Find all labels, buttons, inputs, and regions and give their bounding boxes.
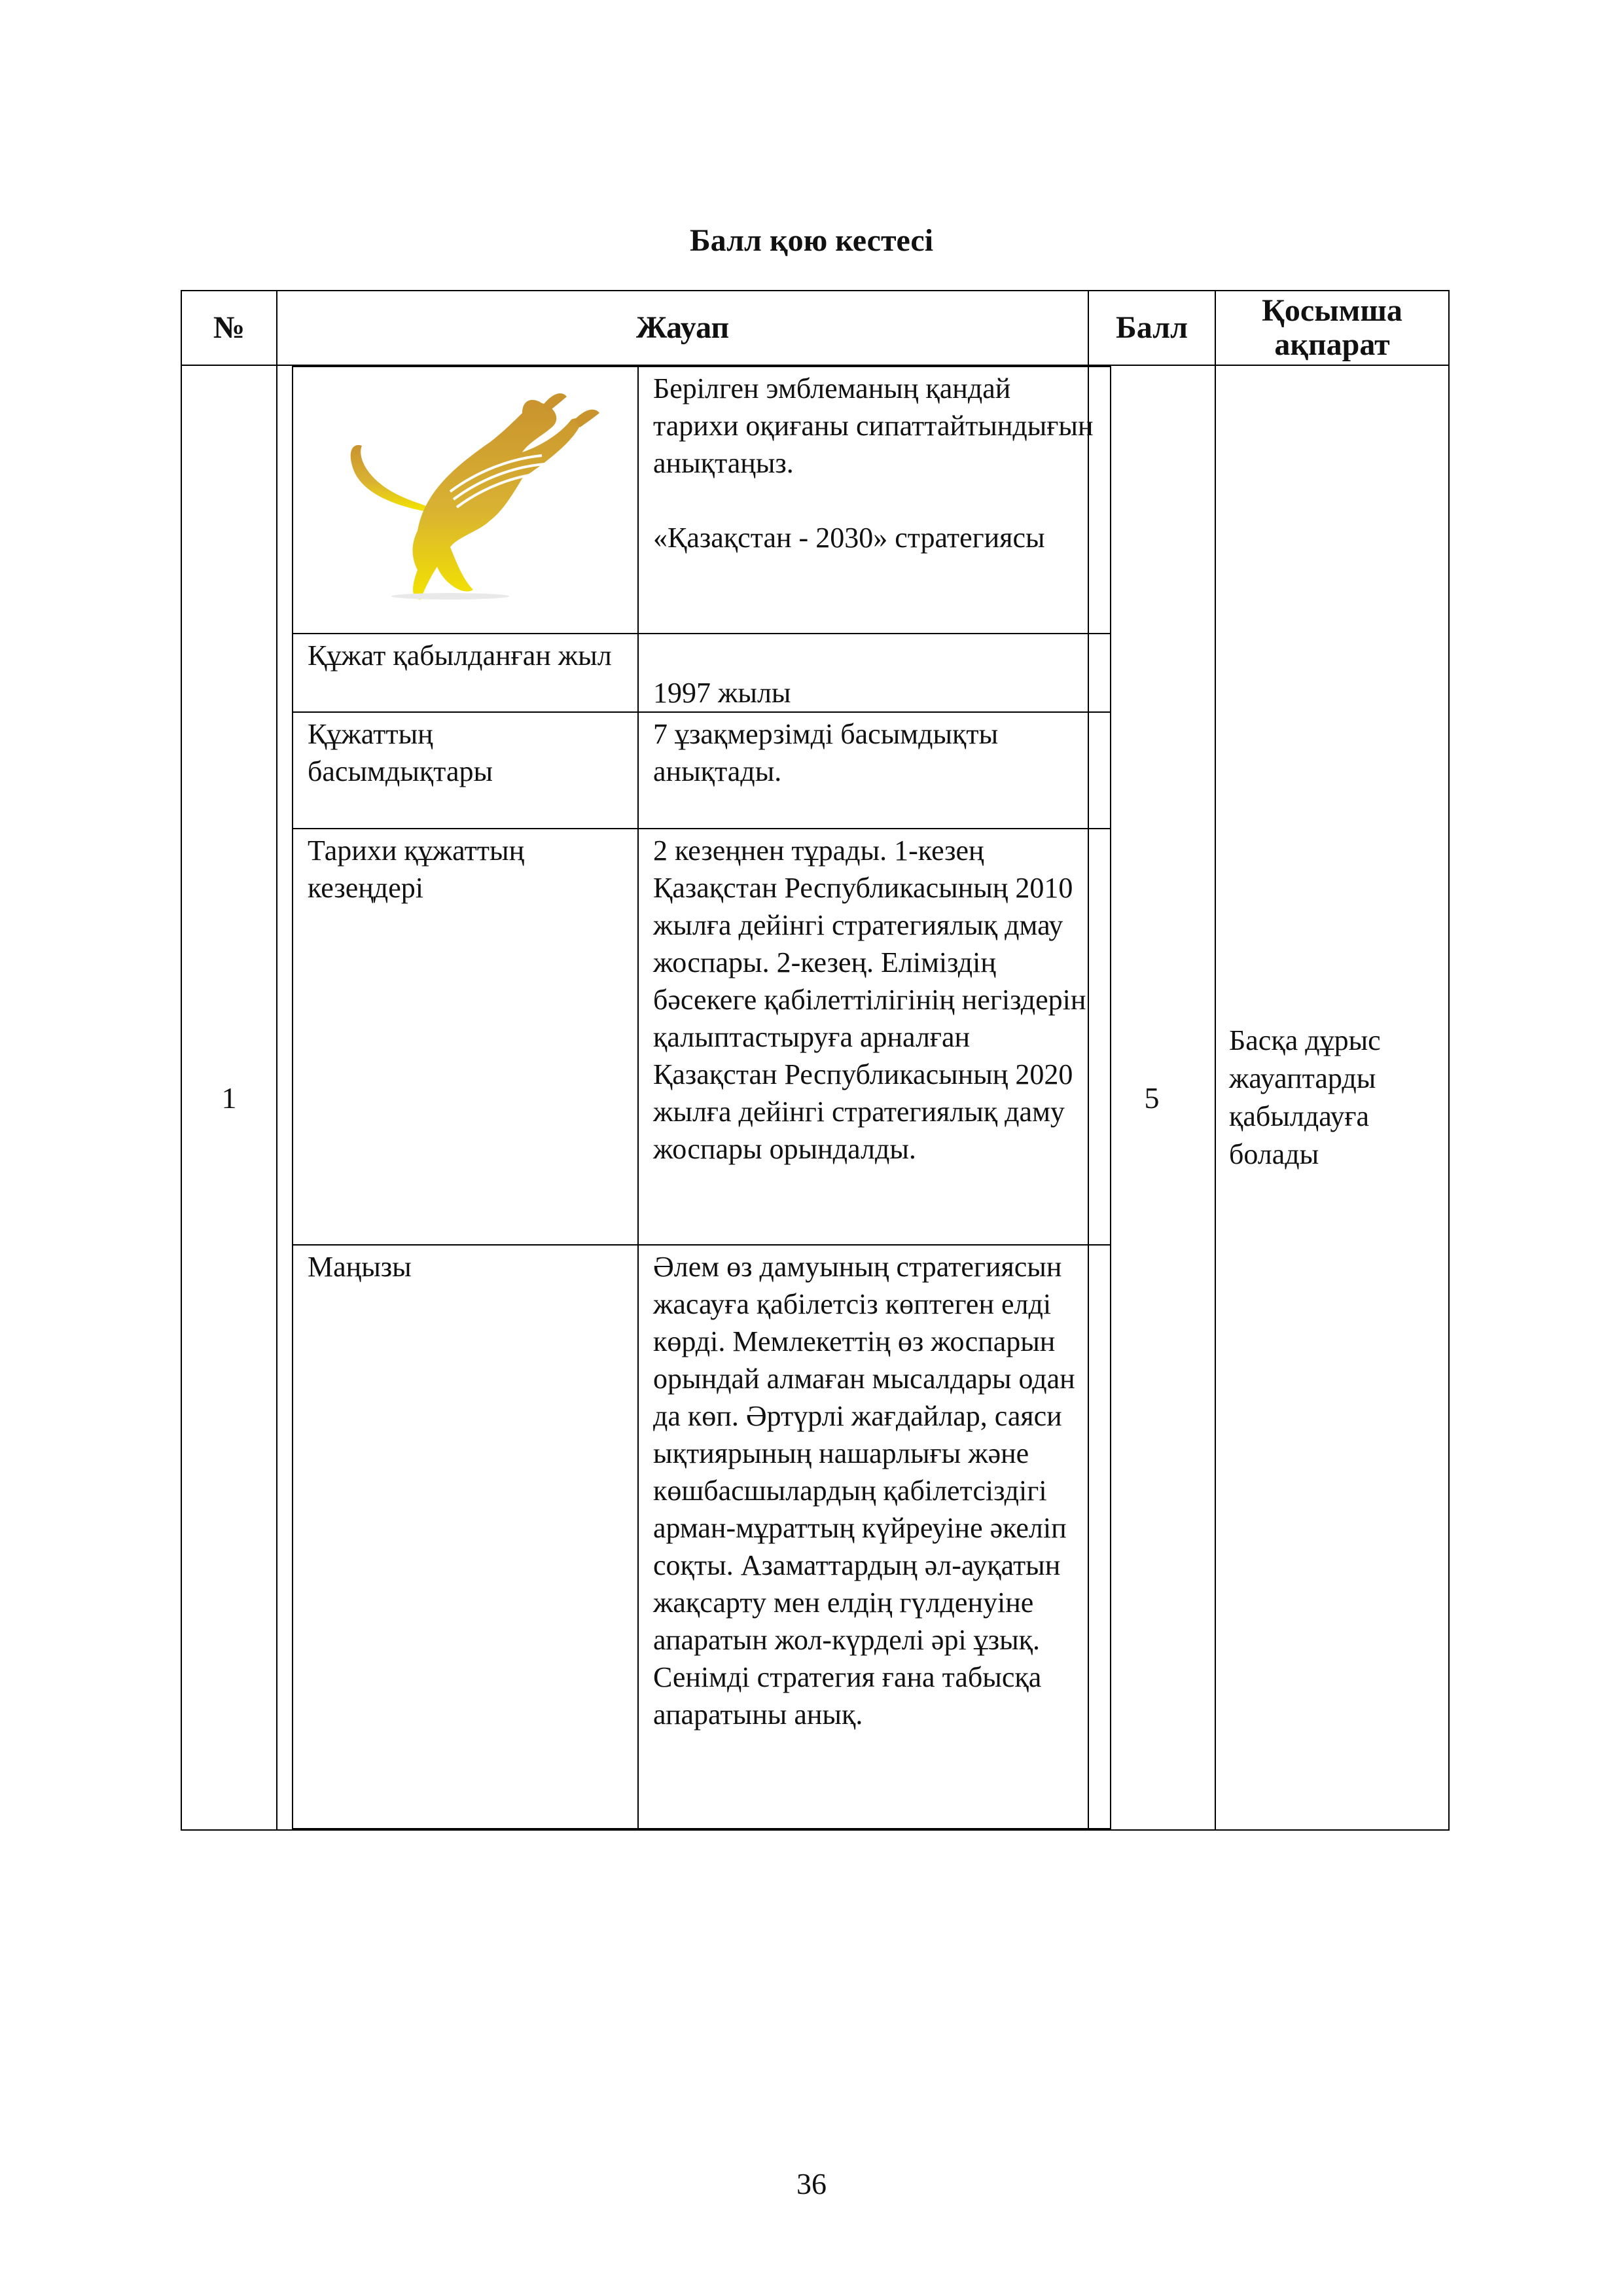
inner-row-significance bbox=[293, 1245, 1111, 1829]
inner-row-emblem bbox=[293, 367, 1111, 634]
score-table bbox=[181, 290, 1450, 1831]
item-value: 7 ұзақмерзімді басымдықты анықтады. bbox=[638, 712, 1111, 829]
score-value: 5 bbox=[1088, 365, 1215, 1830]
extra-info bbox=[1215, 365, 1449, 1830]
header-extra: Қосымша ақпарат bbox=[1215, 291, 1449, 365]
answer-cell bbox=[277, 365, 1094, 1830]
item-value bbox=[638, 634, 1111, 712]
answer-inner-table bbox=[292, 366, 1111, 1829]
item-value: Әлем өз дамуының стратегиясын жасауға қабілетсіз көптеген елді көрді. Мемлекеттің өз жоспарын орындай алмаған мысалдары одан да көп. Әртүрлі жағдайлар, саяси ықтиярының нашарлығы және көшбасшылардың қабілетсіздігі арман-мұраттың күйреуіне әкеліп соқты. Азаматтардың әл-ауқатын жақсарту мен елдің гүлденуіне апаратын жол-күрделі әрі ұзық. Сенімді стратегия ғана табысқа апаратыны анық. bbox=[638, 1245, 1111, 1829]
inner-row-priorities bbox=[293, 712, 1111, 829]
item-value: 2 кезеңнен тұрады. 1-кезең Қазақстан Республикасының 2010 жылға дейінгі стратегиялық дмау жоспары. 2-кезең. Еліміздің бәсекеге қабілеттілігінің негіздерін қалыптастыруға арналған Қазақстан Республикасының 2020 жылға дейінгі стратегиялық даму жоспары орындалды. bbox=[638, 829, 1111, 1245]
question-text: Берілген эмблеманың қандай тарихи оқиғаны сипаттайтындығын анықтаңыз. bbox=[653, 372, 1094, 479]
item-label: Құжат қабылданған жыл bbox=[293, 634, 638, 712]
item-label: Тарихи құжаттың кезеңдері bbox=[293, 829, 638, 1245]
table-row bbox=[181, 365, 1449, 1830]
header-num: № bbox=[181, 291, 277, 365]
table-header-row bbox=[181, 291, 1449, 365]
inner-row-year bbox=[293, 634, 1111, 712]
row-number: 1 bbox=[181, 365, 277, 1830]
question-cell bbox=[638, 367, 1111, 634]
header-score: Балл bbox=[1088, 291, 1215, 365]
item-label: Құжаттың басымдықтары bbox=[293, 712, 638, 829]
page-title: Балл қою кестесі bbox=[689, 223, 934, 258]
answer-main-text: «Қазақстан - 2030» стратегиясы bbox=[653, 522, 1045, 554]
emblem-cell bbox=[293, 367, 638, 634]
snow-leopard-emblem-icon bbox=[326, 380, 607, 603]
page-number: 36 bbox=[796, 2167, 827, 2200]
extra-info-text: Басқа дұрыс жауаптарды қабылдауға болады bbox=[1229, 1024, 1381, 1170]
year-value: 1997 жылы bbox=[653, 677, 791, 709]
header-answer: Жауап bbox=[277, 291, 1088, 365]
inner-row-stages bbox=[293, 829, 1111, 1245]
item-label: Маңызы bbox=[293, 1245, 638, 1829]
